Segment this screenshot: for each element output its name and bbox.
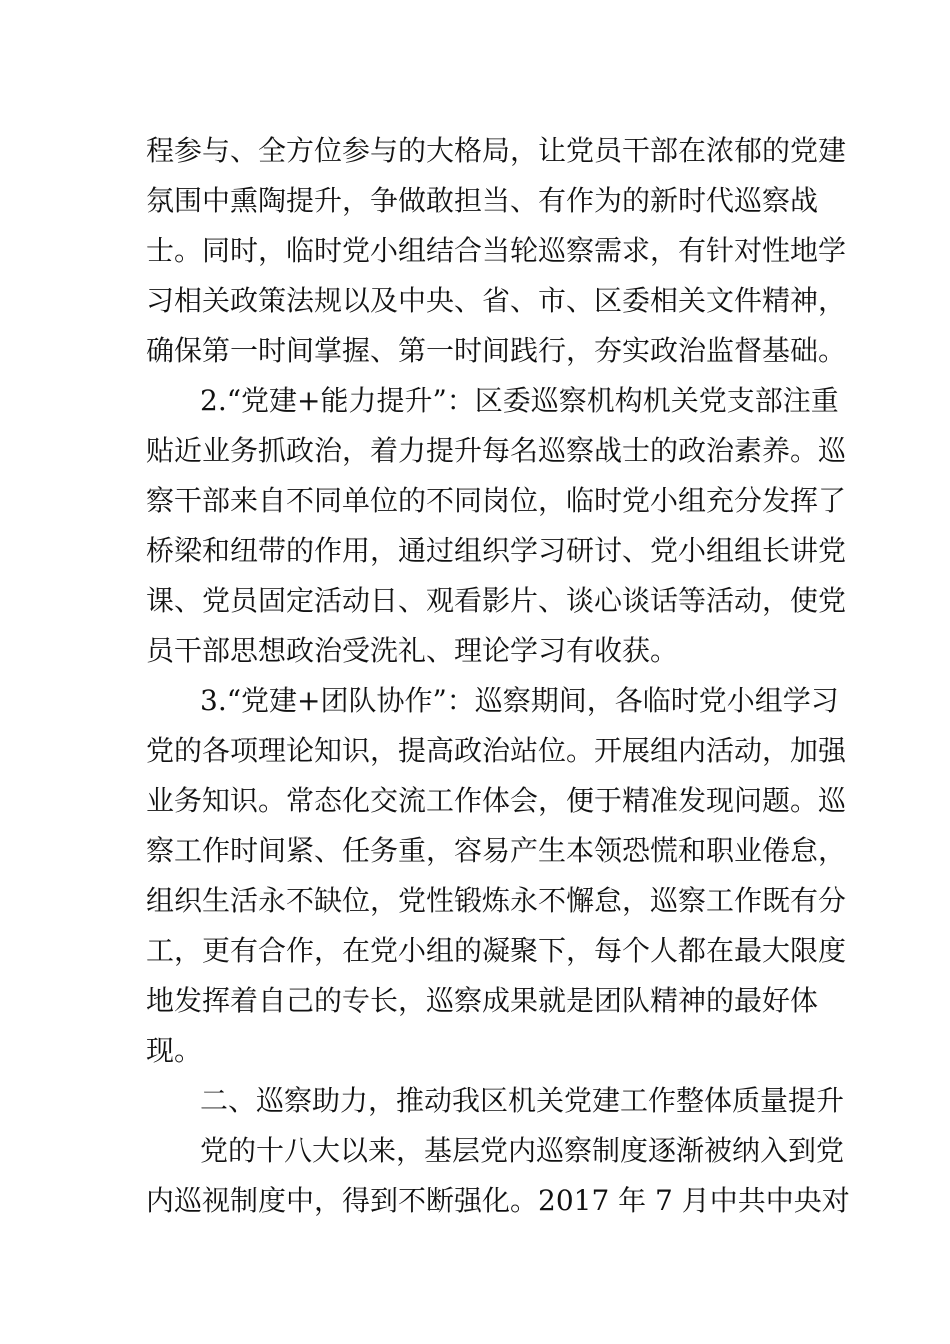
text-line: 氛围中熏陶提升，争做敢担当、有作为的新时代巡察战 [146, 184, 819, 217]
text-line: 贴近业务抓政治，着力提升每名巡察战士的政治素养。巡 [146, 434, 847, 467]
text-line: 察工作时间紧、任务重，容易产生本领恐慌和职业倦怠， [146, 834, 847, 867]
text-line: 程参与、全方位参与的大格局，让党员干部在浓郁的党建 [146, 134, 847, 167]
text-line: 课、党员固定活动日、观看影片、谈心谈话等活动，使党 [146, 584, 847, 617]
text-line: 地发挥着自己的专长，巡察成果就是团队精神的最好体 [146, 984, 819, 1017]
paragraph-heading-3: 3.“党建+团队协作”：巡察期间，各临时党小组学习 [200, 684, 839, 717]
text-line: 现。 [146, 1034, 203, 1067]
text-line: 内巡视制度中，得到不断强化。2017 年 7 月中共中央对 [146, 1184, 850, 1217]
text-line: 确保第一时间掌握、第一时间践行，夯实政治监督基础。 [146, 334, 847, 367]
text-line: 业务知识。常态化交流工作体会，便于精准发现问题。巡 [146, 784, 847, 817]
text-line: 员干部思想政治受洗礼、理论学习有收获。 [146, 634, 679, 667]
paragraph-heading-2: 2.“党建+能力提升”：区委巡察机构机关党支部注重 [200, 384, 839, 417]
text-line: 士。同时，临时党小组结合当轮巡察需求，有针对性地学 [146, 234, 847, 267]
text-line: 党的十八大以来，基层党内巡察制度逐渐被纳入到党 [200, 1134, 845, 1167]
text-line: 工，更有合作，在党小组的凝聚下，每个人都在最大限度 [146, 934, 847, 967]
text-line: 桥梁和纽带的作用，通过组织学习研讨、党小组组长讲党 [146, 534, 847, 567]
text-line: 习相关政策法规以及中央、省、市、区委相关文件精神， [146, 284, 847, 317]
text-line: 察干部来自不同单位的不同岗位，临时党小组充分发挥了 [146, 484, 847, 517]
section-heading: 二、巡察助力，推动我区机关党建工作整体质量提升 [200, 1084, 845, 1117]
text-line: 组织生活永不缺位，党性锻炼永不懈怠，巡察工作既有分 [146, 884, 847, 917]
text-line: 党的各项理论知识，提高政治站位。开展组内活动，加强 [146, 734, 847, 767]
